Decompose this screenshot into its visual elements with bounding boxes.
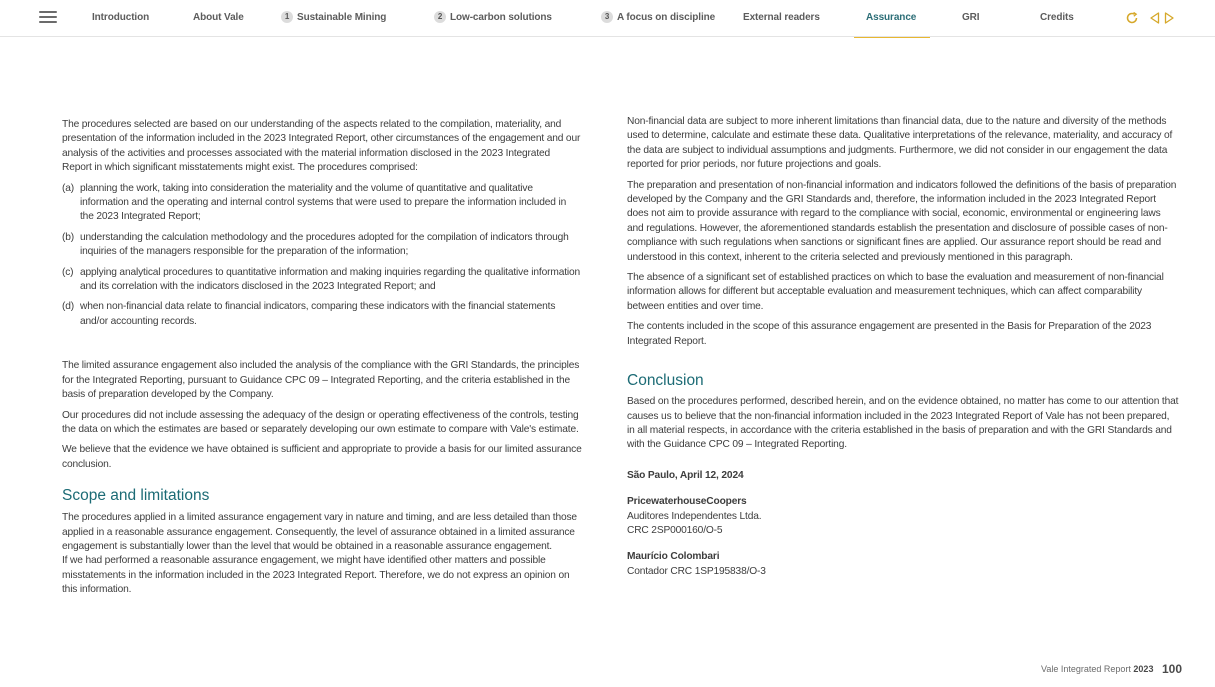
list-item xyxy=(62,266,582,295)
left-column xyxy=(62,118,582,604)
list-marker: (d) xyxy=(62,301,75,313)
nav-item-credits[interactable] xyxy=(1040,0,1074,37)
list-item-text: applying analytical procedures to quantitative information and making inquiries regarding the qualitative information and its correlation with the indicators disclosed in the 2023 Integrated Report; and xyxy=(80,266,581,293)
signer-crc: Contador CRC 1SP195838/O-3 xyxy=(627,565,766,577)
list-item-text: understanding the calculation methodology and the procedures adopted for the compilation of indicators through inquiries of the managers responsible for the preparation of the information; xyxy=(80,231,569,258)
procedures-intro-paragraph: The procedures selected are based on our understanding of the aspects related to the compilation, materiality, and presentation of the information included in the 2023 Integrated Report, other circumstances of the engagement and our analysis of the activities and processes associated with the material information disclosed in the 2023 Integrated Report in which significant misstatements might exist. The procedures comprised: xyxy=(62,119,581,174)
chapter-number-badge: 1 xyxy=(281,11,293,23)
scope-paragraph: The procedures applied in a limited assurance engagement vary in nature and timing, and are less detailed than those applied in a reasonable assurance engagement. Consequently, the level of assurance obtained in a limited assurance engagement is substantially lower than the level that would be obtained in a reasonable assurance engagement. xyxy=(62,512,577,552)
next-page-icon[interactable] xyxy=(1162,11,1176,25)
firm-legal-name: Auditores Independentes Ltda. xyxy=(627,510,762,522)
top-navigation-bar xyxy=(0,0,1215,37)
nav-label: Assurance xyxy=(866,12,917,23)
nav-label: Sustainable Mining xyxy=(297,12,387,23)
signature-block xyxy=(627,469,1179,579)
conclusion-heading: Conclusion xyxy=(627,372,704,390)
nav-label: A focus on discipline xyxy=(617,12,716,23)
controls-paragraph: Our procedures did not include assessing the adequacy of the design or operating effectiveness of the controls, testing the data on which the estimates are based or separately developing our own estimate to compare with Vale's estimate. xyxy=(62,409,579,435)
list-marker: (a) xyxy=(62,182,75,194)
date-line: São Paulo, April 12, 2024 xyxy=(627,469,744,481)
previous-page-icon[interactable] xyxy=(1148,11,1162,25)
hamburger-menu-icon[interactable] xyxy=(39,11,57,25)
firm-name: PricewaterhouseCoopers xyxy=(627,496,747,508)
list-item xyxy=(62,182,582,225)
nav-label: Low-carbon solutions xyxy=(450,12,552,23)
list-item xyxy=(62,231,582,260)
nav-label: Introduction xyxy=(92,12,150,23)
list-marker: (c) xyxy=(62,266,74,278)
nav-label: About Vale xyxy=(193,12,244,23)
evidence-paragraph: We believe that the evidence we have obtained is sufficient and appropriate to provide a basis for our limited assurance conclusion. xyxy=(62,444,582,470)
page-footer xyxy=(1041,662,1182,676)
nav-label: Credits xyxy=(1040,12,1074,23)
contents-scope-paragraph: The contents included in the scope of this assurance engagement are presented in the Basis for Preparation of the 2023 Integrated Report. xyxy=(627,321,1152,347)
list-marker: (b) xyxy=(62,231,75,243)
scope-and-limitations-heading: Scope and limitations xyxy=(62,487,210,505)
nav-item-gri[interactable] xyxy=(962,0,979,37)
nav-label: External readers xyxy=(743,12,820,23)
refresh-icon[interactable] xyxy=(1125,11,1139,25)
nav-item-introduction[interactable] xyxy=(92,0,149,37)
nav-item-low-carbon-solutions[interactable] xyxy=(434,0,552,37)
nav-item-about-vale[interactable] xyxy=(193,0,244,37)
report-year: 2023 xyxy=(1133,664,1154,674)
gri-compliance-paragraph: The limited assurance engagement also included the analysis of the compliance with the GRI Standards, the principles for the Integrated Reporting, pursuant to Guidance CPC 09 – Integrated Reporting, and the criteria established in the basis of preparation developed by the Company. xyxy=(62,360,580,401)
nav-item-assurance[interactable] xyxy=(866,0,916,37)
list-item xyxy=(62,300,582,329)
conclusion-paragraph: Based on the procedures performed, described herein, and on the evidence obtained, no matter has come to our attention that causes us to believe that the non-financial information included in the 2023 Integrated Report of Vale has not been prepared, in all material respects, in accordance with the criteria established in the basis of preparation and with the GRI Standards and with the Guidance CPC 09 – Integrated Reporting. xyxy=(627,396,1179,451)
list-item-text: when non-financial data relate to financial indicators, comparing these indicators with the financial statements and/or accounting records. xyxy=(80,301,556,327)
report-title: Vale Integrated Report xyxy=(1041,664,1131,674)
firm-crc: CRC 2SP000160/O-5 xyxy=(627,524,723,536)
right-column xyxy=(627,115,1179,591)
chapter-number-badge: 3 xyxy=(601,11,613,23)
nav-item-sustainable-mining[interactable] xyxy=(281,0,386,37)
scope-paragraph-continued: If we had performed a reasonable assurance engagement, we might have identified other matters and possible misstatements in the information included in the 2023 Integrated Report. Therefore, we do not express an opinion on this information. xyxy=(62,555,570,596)
non-financial-limitations-paragraph: Non-financial data are subject to more inherent limitations than financial data, due to the nature and diversity of the methods used to determine, calculate and estimate these data. Qualitative interpretations of the relevance, materiality, and accuracy of the data are subject to individual assumptions and judgments. Furthermore, we did not consider in our engagement the data reported for prior periods, nor future projections and goals. xyxy=(627,116,1173,171)
nav-item-a-focus-on-discipline[interactable] xyxy=(601,0,715,37)
chapter-number-badge: 2 xyxy=(434,11,446,23)
procedures-list xyxy=(62,182,582,330)
nav-item-external-readers[interactable] xyxy=(743,0,820,37)
preparation-paragraph: The preparation and presentation of non-financial information and indicators followed the definitions of the basis of preparation developed by the Company and the GRI Standards and, therefore, the information included in the 2023 Integrated Report does not aim to provide assurance with regard to the compliance with social, economic, environmental or engineering laws and regulations. However, the aforementioned standards establish the presentation and disclosure of possible cases of non-compliance with such regulations when sanctions or significant fines are applied. Our assurance report should be read and understood in this context, inherent to the criteria selected and previously mentioned in this paragraph. xyxy=(627,179,1177,263)
absence-of-practices-paragraph: The absence of a significant set of established practices on which to base the evaluation and measurement of non-financial information allows for different but acceptable evaluation and measurement techniques, which can affect comparability between entities and over time. xyxy=(627,272,1164,312)
page-number: 100 xyxy=(1161,662,1182,676)
list-item-text: planning the work, taking into consideration the materiality and the volume of quantitative and qualitative information and the operating and internal control systems that were used to prepare the information included in the 2023 Integrated Report; xyxy=(80,182,567,223)
signer-name: Maurício Colombari xyxy=(627,551,720,563)
nav-label: GRI xyxy=(962,12,980,23)
